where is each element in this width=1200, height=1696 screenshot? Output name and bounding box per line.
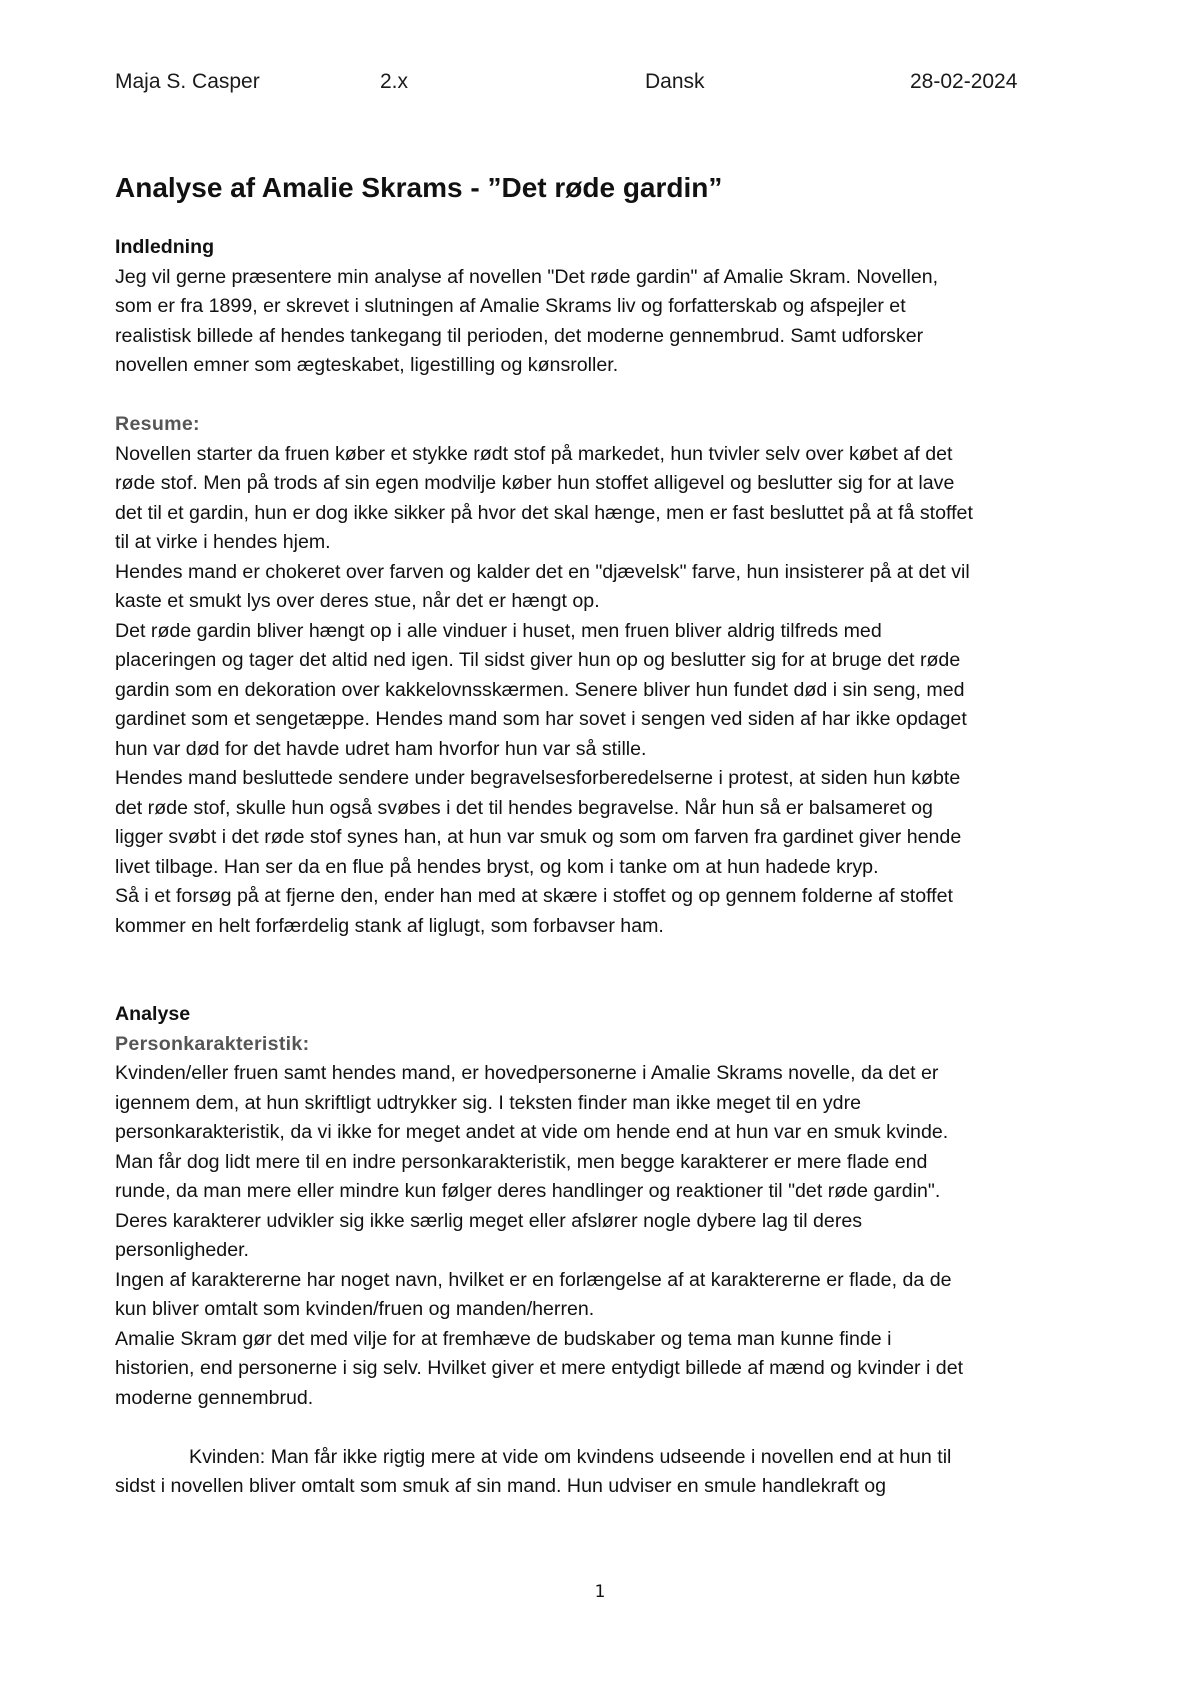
text-line: Kvinden: Man får ikke rigtig mere at vide om kvindens udseende i novellen end at hun til (189, 1445, 952, 1468)
text-line: realistisk billede af hendes tankegang til perioden, det moderne gennembrud. Samt udforsker (115, 324, 924, 347)
section-heading-intro: Indledning (115, 236, 215, 258)
text-line: Amalie Skram gør det med vilje for at fremhæve de budskaber og tema man kunne finde i (115, 1327, 892, 1350)
paragraph-spacer (115, 941, 1100, 1000)
text-line: historien, end personerne i sig selv. Hvilket giver et mere entydigt billede af mænd og kvinder i det (115, 1357, 964, 1379)
document-body (115, 233, 1100, 1502)
header-subject: Dansk (645, 70, 705, 93)
text-line: Hendes mand er chokeret over farven og kalder det en "djævelsk" farve, hun insisterer på at det vil (115, 560, 970, 583)
document-title: Analyse af Amalie Skrams - ”Det røde gardin” (115, 172, 723, 203)
text-line: Man får dog lidt mere til en indre personkarakteristik, men begge karakterer er mere flade end (115, 1150, 928, 1173)
text-line: placeringen og tager det altid ned igen. Til sidst giver hun op og beslutter sig for at bruge det røde (115, 649, 961, 671)
text-line: sidst i novellen bliver omtalt som smuk af sin mand. Hun udviser en smule handlekraft og (115, 1475, 887, 1497)
text-line: igennem dem, at hun skriftligt udtrykker sig. I teksten finder man ikke meget til en ydre (115, 1091, 861, 1114)
header-class: 2.x (380, 70, 409, 93)
text-line: gardinet som et sengetæppe. Hendes mand som har sovet i sengen ved siden af har ikke opdaget (115, 708, 967, 730)
text-line: kun bliver omtalt som kvinden/fruen og manden/herren. (115, 1298, 595, 1320)
text-line: Deres karakterer udvikler sig ikke særlig meget eller afslører nogle dybere lag til deres (115, 1209, 863, 1232)
text-line: novellen emner som ægteskabet, ligestilling og kønsroller. (115, 354, 619, 376)
text-line: kaste et smukt lys over deres stue, når det er hængt op. (115, 590, 600, 612)
text-line: Det røde gardin bliver hængt op i alle vinduer i huset, men fruen bliver aldrig tilfreds med (115, 619, 882, 642)
page-number: 1 (594, 1582, 606, 1602)
text-line: livet tilbage. Han ser da en flue på hendes bryst, og kom i tanke om at hun hadede kryp. (115, 855, 879, 878)
text-line: personkarakteristik, da vi ikke for meget andet at vide om hende end at hun var en smuk kvinde. (115, 1121, 949, 1143)
text-line: hun var død for det havde udret ham hvorfor hun var så stille. (115, 737, 647, 760)
paragraph-spacer (115, 1413, 1100, 1443)
text-line: Kvinden/eller fruen samt hendes mand, er hovedpersonerne i Amalie Skrams novelle, da det er (115, 1062, 939, 1084)
text-line: ligger svøbt i det røde stof synes han, at hun var smuk og som om farven fra gardinet giver hende (115, 826, 962, 848)
text-line: som er fra 1899, er skrevet i slutningen af Amalie Skrams liv og forfatterskab og afspejler et (115, 295, 906, 317)
text-line: røde stof. Men på trods af sin egen modvilje køber hun stoffet alligevel og beslutter sig for at lave (115, 472, 955, 494)
text-line: personligheder. (115, 1239, 249, 1261)
text-line: Så i et forsøg på at fjerne den, ender han med at skære i stoffet og op gennem folderne af stoffet (115, 885, 953, 907)
text-line: til at virke i hendes hjem. (115, 531, 331, 553)
text-line: Ingen af karaktererne har noget navn, hvilket er en forlængelse af at karaktererne er flade, da de (115, 1268, 952, 1291)
text-line: det røde stof, skulle hun også svøbes i det til hendes begravelse. Når hun så er balsameret og (115, 796, 933, 819)
text-line: runde, da man mere eller mindre kun følger deres handlinger og reaktioner til "det røde gardin". (115, 1180, 941, 1202)
paragraph-spacer (115, 381, 1100, 411)
text-line: Novellen starter da fruen køber et stykke rødt stof på markedet, hun tvivler selv over købet af det (115, 442, 953, 465)
subsection-heading-characterization: Personkarakteristik: (115, 1032, 310, 1055)
header-date: 28-02-2024 (910, 70, 1018, 93)
text-line: det til et gardin, hun er dog ikke sikker på hvor det skal hænge, men er fast besluttet på at få stoffet (115, 501, 973, 524)
header-author: Maja S. Casper (115, 70, 260, 93)
text-line: kommer en helt forfærdelig stank af liglugt, som forbavser ham. (115, 914, 664, 937)
section-heading-analysis: Analyse (115, 1003, 191, 1025)
text-line: Jeg vil gerne præsentere min analyse af novellen "Det røde gardin" af Amalie Skram. Novellen, (115, 265, 939, 288)
text-line: Hendes mand besluttede sendere under begravelsesforberedelserne i protest, at siden hun købte (115, 767, 961, 789)
section-heading-resume: Resume: (115, 413, 200, 435)
text-line: gardin som en dekoration over kakkelovnsskærmen. Senere bliver hun fundet død i sin seng, med (115, 678, 965, 701)
text-line: moderne gennembrud. (115, 1386, 314, 1409)
